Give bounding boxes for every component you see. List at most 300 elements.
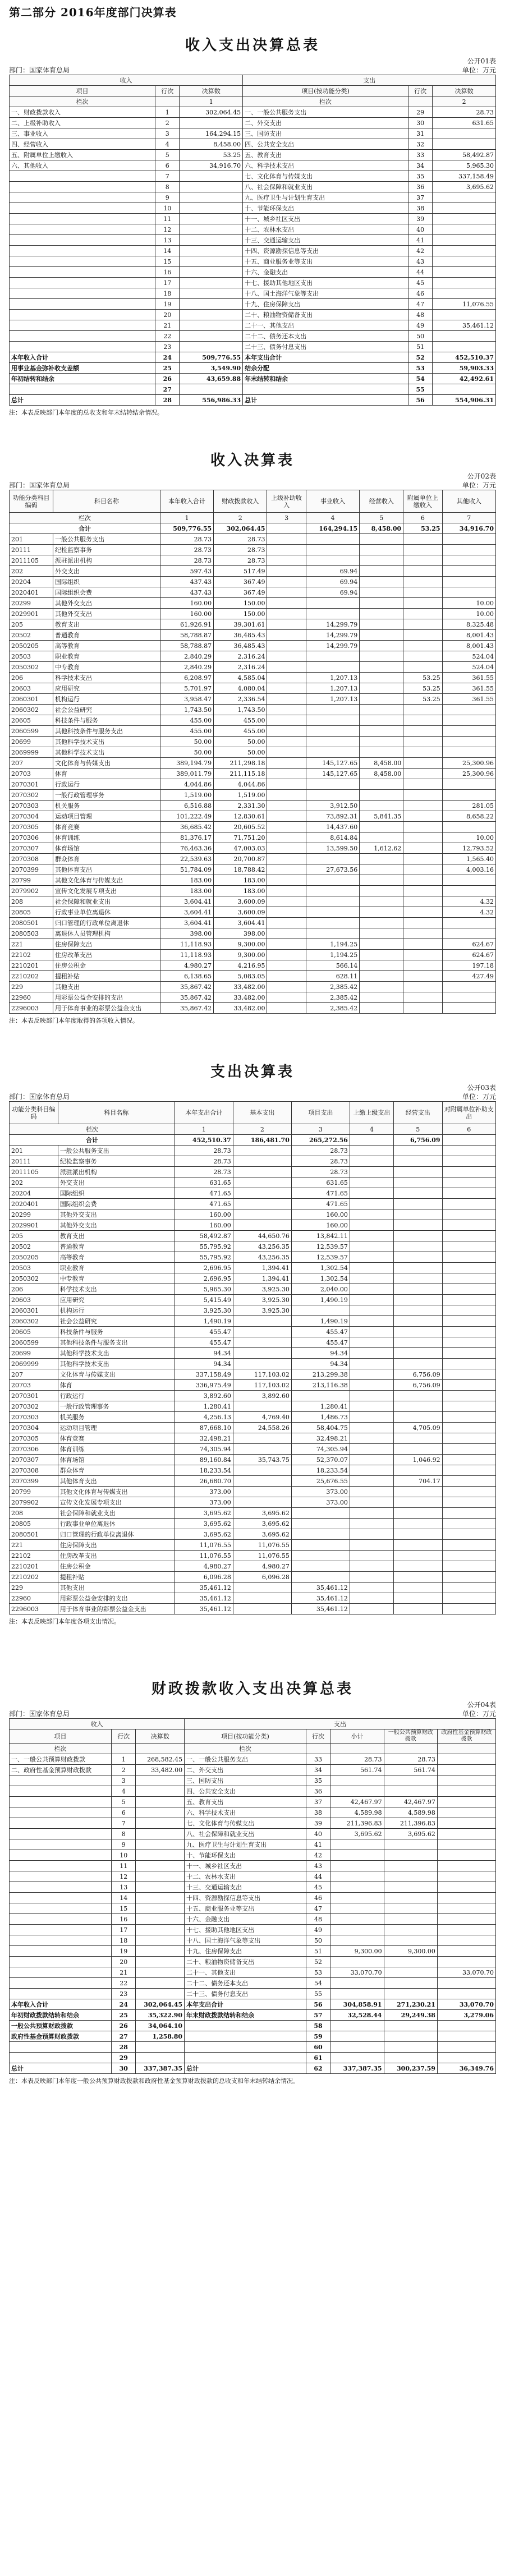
table-row — [10, 160, 496, 171]
table-cell — [442, 1199, 495, 1209]
table-row — [10, 619, 496, 630]
table-cell: 27 — [155, 384, 180, 395]
table-cell: 科技条件与服务 — [53, 715, 160, 726]
table-cell: 3,892.60 — [233, 1391, 291, 1401]
department-label: 部门：国家体育总局 — [9, 1710, 70, 1718]
table-row — [10, 118, 496, 128]
table-cell: 高等教育 — [53, 641, 160, 651]
table-cell: 十二、农林水支出 — [243, 224, 408, 235]
table-note: 注：本表反映部门本年度各项支出情况。 — [9, 1618, 120, 1626]
table-cell: 8,614.84 — [306, 832, 359, 843]
table-cell: 群众体育 — [58, 1465, 175, 1476]
table-row — [10, 246, 496, 256]
table-row — [10, 1786, 496, 1797]
table-cell — [306, 705, 359, 715]
table-cell — [384, 1957, 437, 1967]
table-cell — [442, 790, 495, 801]
table-cell — [291, 1572, 350, 1583]
table-cell — [442, 1316, 495, 1327]
table-cell — [360, 598, 403, 609]
unit-label: 单位：万元 — [462, 66, 496, 75]
table-cell: 七、文化体育与传媒支出 — [243, 171, 408, 182]
table-cell — [350, 1167, 393, 1177]
table-cell: 94.34 — [175, 1348, 233, 1359]
table-cell — [10, 267, 155, 278]
table-cell: 20603 — [10, 683, 53, 694]
table-cell — [442, 1273, 495, 1284]
table-row — [10, 918, 496, 928]
table-cell — [267, 587, 306, 598]
table-cell — [403, 662, 442, 673]
table-cell: 3,279.06 — [437, 2010, 495, 2021]
table-cell: 18 — [155, 288, 180, 299]
table-row — [10, 1252, 496, 1263]
table-cell — [306, 790, 359, 801]
table-cell — [360, 971, 403, 982]
table-row — [10, 1316, 496, 1327]
table-cell — [306, 886, 359, 896]
table-cell: 社会保障和就业支出 — [53, 896, 160, 907]
table-cell — [180, 171, 243, 182]
item-header: 项目 — [10, 1729, 112, 1744]
table-cell: 361.55 — [442, 673, 495, 683]
table-cell: 206 — [10, 673, 53, 683]
table-cell — [393, 1540, 442, 1551]
table-cell: 8,458.00 — [180, 139, 243, 150]
table-cell — [393, 1561, 442, 1572]
total-row — [10, 374, 496, 384]
table-cell: 337,387.35 — [330, 2063, 384, 2074]
table-cell: 五、教育支出 — [185, 1797, 306, 1807]
table-cell — [350, 1305, 393, 1316]
table-cell — [384, 1989, 437, 1999]
table-cell: 164,294.15 — [306, 523, 359, 534]
table-cell — [267, 715, 306, 726]
table-cell: 3,695.62 — [233, 1519, 291, 1529]
table-row — [10, 1754, 496, 1765]
table-cell — [267, 939, 306, 950]
table-cell — [180, 203, 243, 214]
table-cell — [384, 2042, 437, 2053]
table-cell: 一般公共服务支出 — [58, 1146, 175, 1156]
table-cell: 2,696.95 — [175, 1263, 233, 1273]
table-cell — [442, 1252, 495, 1263]
column-index: 6 — [403, 513, 442, 523]
table-cell — [233, 1327, 291, 1337]
table-cell: 宣传文化发展专项支出 — [53, 886, 160, 896]
table-cell: 32,498.21 — [291, 1433, 350, 1444]
table-row — [10, 1487, 496, 1497]
table-cell: 1,394.41 — [233, 1263, 291, 1273]
column-header: 上缴上级支出 — [350, 1102, 393, 1124]
table-row — [10, 971, 496, 982]
table-cell: 52,370.07 — [291, 1455, 350, 1465]
table-cell: 52 — [306, 1957, 330, 1967]
table-cell: 2210202 — [10, 1572, 58, 1583]
table-cell — [403, 715, 442, 726]
table-row — [10, 545, 496, 555]
table-cell: 2296003 — [10, 1604, 58, 1614]
table-code: 公开02表 — [467, 472, 496, 480]
table-cell: 28.73 — [384, 1754, 437, 1765]
table-cell: 62 — [306, 2063, 330, 2074]
table-cell: 94.34 — [175, 1359, 233, 1369]
column-header: 经营支出 — [393, 1102, 442, 1124]
table-cell: 国际组织会费 — [58, 1199, 175, 1209]
table-cell — [350, 1369, 393, 1380]
table-cell: 2,385.42 — [306, 982, 359, 992]
table-cell — [180, 299, 243, 310]
table-cell: 2080501 — [10, 918, 53, 928]
table-cell: 44,650.76 — [233, 1231, 291, 1241]
table-row — [10, 651, 496, 662]
table-cell — [267, 609, 306, 619]
table-title: 财政拨款收入支出决算总表 — [151, 1681, 354, 1698]
table-cell: 211,396.83 — [384, 1818, 437, 1829]
table-cell: 10.00 — [442, 598, 495, 609]
table-cell — [393, 1401, 442, 1412]
table-cell — [384, 1861, 437, 1871]
table-cell: 561.74 — [384, 1765, 437, 1775]
table-cell: 58 — [306, 2021, 330, 2031]
table-cell — [403, 854, 442, 864]
table-cell — [267, 907, 306, 918]
table-cell: 二十、粮油物资储备支出 — [243, 310, 408, 320]
table-cell: 4,980.27 — [160, 960, 213, 971]
table-cell — [10, 235, 155, 246]
table-row — [10, 801, 496, 811]
table-row — [10, 1401, 496, 1412]
table-cell: 32 — [408, 139, 432, 150]
table-cell: 26 — [155, 374, 180, 384]
table-cell — [442, 1135, 495, 1146]
table-row — [10, 598, 496, 609]
table-cell — [403, 1003, 442, 1014]
table-cell — [437, 1786, 495, 1797]
table-row — [10, 342, 496, 352]
table-cell — [330, 2053, 384, 2063]
table-cell: 6,096.28 — [175, 1572, 233, 1583]
table-cell — [360, 918, 403, 928]
table-cell — [306, 651, 359, 662]
table-cell — [393, 1433, 442, 1444]
table-row — [10, 1914, 496, 1925]
table-cell — [360, 673, 403, 683]
table-row — [10, 224, 496, 235]
table-cell — [306, 534, 359, 545]
department-label: 部门：国家体育总局 — [9, 66, 70, 75]
table-cell — [442, 1572, 495, 1583]
table-cell: 524.04 — [442, 662, 495, 673]
table-cell — [442, 555, 495, 566]
table-cell — [306, 747, 359, 758]
table-cell: 3,604.41 — [160, 918, 213, 928]
table-row — [10, 662, 496, 673]
table-cell — [442, 1295, 495, 1305]
table-cell — [393, 1327, 442, 1337]
functional-item-header: 项目(按功能分类) — [185, 1729, 306, 1744]
table-cell: 35,743.75 — [233, 1455, 291, 1465]
table-row — [10, 822, 496, 832]
table-cell — [10, 1829, 112, 1839]
table-cell — [330, 1775, 384, 1786]
table-cell — [442, 1220, 495, 1231]
table-cell — [180, 192, 243, 203]
table-cell: 22102 — [10, 1551, 58, 1561]
table-cell: 社会公益研究 — [58, 1316, 175, 1327]
table-cell — [136, 1978, 185, 1989]
table-cell: 6,516.88 — [160, 801, 213, 811]
table-cell — [393, 1444, 442, 1455]
table-cell — [10, 192, 155, 203]
table-cell: 20605 — [10, 715, 53, 726]
table-cell: 197.18 — [442, 960, 495, 971]
table-cell: 其他外交支出 — [58, 1209, 175, 1220]
table-cell: 20299 — [10, 598, 53, 609]
table-cell — [267, 779, 306, 790]
table-cell: 2070303 — [10, 801, 53, 811]
table-cell: 纪检监察事务 — [58, 1156, 175, 1167]
table-cell: 20805 — [10, 1519, 58, 1529]
table-cell: 58,492.87 — [433, 150, 496, 160]
table-title: 支出决算表 — [210, 1064, 295, 1080]
table-cell: 2070399 — [10, 864, 53, 875]
table-cell: 十、节能环保支出 — [185, 1850, 306, 1861]
table-cell: 六、科学技术支出 — [185, 1807, 306, 1818]
table-cell: 51,784.09 — [160, 864, 213, 875]
table-cell: 74,305.94 — [175, 1444, 233, 1455]
table-cell: 160.00 — [175, 1220, 233, 1231]
table-cell: 住房保障支出 — [53, 939, 160, 950]
table-row — [10, 278, 496, 288]
table-cell — [384, 1786, 437, 1797]
table-cell — [10, 1903, 112, 1914]
table-cell: 33,482.00 — [214, 992, 267, 1003]
table-cell: 住房改革支出 — [53, 950, 160, 960]
column-header: 附属单位上缴收入 — [403, 490, 442, 513]
table-cell — [360, 566, 403, 577]
table-cell — [360, 779, 403, 790]
column-header: 经营收入 — [360, 490, 403, 513]
table-row — [10, 320, 496, 331]
table-cell — [393, 1295, 442, 1305]
table-cell — [442, 1003, 495, 1014]
table-cell — [360, 939, 403, 950]
table-cell: 9,300.00 — [384, 1946, 437, 1957]
table-cell — [442, 1551, 495, 1561]
table-row — [10, 758, 496, 769]
table-cell — [233, 1337, 291, 1348]
table-cell: 28 — [112, 2042, 136, 2053]
table-cell — [267, 705, 306, 715]
table-cell: 3,549.90 — [180, 363, 243, 374]
table-cell: 43 — [306, 1861, 330, 1871]
table-cell: 35,867.42 — [160, 982, 213, 992]
table-cell — [442, 545, 495, 555]
table-cell: 国际组织会费 — [53, 587, 160, 598]
table-cell: 三、事业收入 — [10, 128, 155, 139]
amount-header: 决算数 — [180, 86, 243, 96]
table-cell: 373.00 — [175, 1487, 233, 1497]
table-cell — [10, 320, 155, 331]
table-cell: 1,258.80 — [136, 2031, 185, 2042]
table-cell — [10, 1893, 112, 1903]
table-cell — [442, 1401, 495, 1412]
table-cell: 42 — [306, 1850, 330, 1861]
table-cell: 437.43 — [160, 587, 213, 598]
table-row — [10, 641, 496, 651]
table-row — [10, 843, 496, 854]
table-cell — [136, 1839, 185, 1850]
table-cell — [393, 1465, 442, 1476]
table-cell: 28.73 — [330, 1754, 384, 1765]
table-cell: 2070305 — [10, 822, 53, 832]
table-cell: 208 — [10, 1508, 58, 1519]
table-cell: 22102 — [10, 950, 53, 960]
table-cell: 3,892.60 — [175, 1391, 233, 1401]
table-cell: 其他科技条件与服务支出 — [53, 726, 160, 737]
table-cell: 十六、金融支出 — [243, 267, 408, 278]
table-cell: 10.00 — [442, 609, 495, 619]
table-cell: 58,788.87 — [160, 641, 213, 651]
table-cell — [350, 1231, 393, 1241]
table-cell: 2070306 — [10, 832, 53, 843]
column-header: 本年支出合计 — [175, 1102, 233, 1124]
table-cell: 11,076.55 — [233, 1540, 291, 1551]
table-cell — [442, 1146, 495, 1156]
table-cell: 35,461.12 — [291, 1583, 350, 1593]
table-cell: 202 — [10, 1177, 58, 1188]
table-cell — [350, 1188, 393, 1199]
table-cell — [437, 1839, 495, 1850]
table-cell — [267, 523, 306, 534]
table-cell — [360, 790, 403, 801]
table-cell: 政府性基金预算财政拨款 — [10, 2031, 112, 2042]
table-cell — [291, 1561, 350, 1572]
table-cell: 职业教育 — [58, 1263, 175, 1273]
table-cell: 体育 — [58, 1380, 175, 1391]
table-cell: 302,064.45 — [214, 523, 267, 534]
table-cell — [437, 2021, 495, 2031]
table-cell: 46 — [408, 288, 432, 299]
total-row — [10, 352, 496, 363]
table-cell: 九、医疗卫生与计划生育支出 — [243, 192, 408, 203]
table-row — [10, 1551, 496, 1561]
table-cell: 3,925.30 — [233, 1295, 291, 1305]
table-cell — [267, 683, 306, 694]
table-cell: 15 — [112, 1903, 136, 1914]
table-cell: 34 — [306, 1765, 330, 1775]
table-cell: 4,980.27 — [233, 1561, 291, 1572]
table-cell: 1,280.41 — [175, 1401, 233, 1412]
table-cell: 2029901 — [10, 1220, 58, 1231]
table-cell — [267, 651, 306, 662]
table-cell: 20,700.87 — [214, 854, 267, 864]
table-cell: 2 — [155, 118, 180, 128]
table-row — [10, 715, 496, 726]
table-cell — [350, 1156, 393, 1167]
table-cell — [185, 2031, 306, 2042]
table-cell: 304,858.91 — [330, 1999, 384, 2010]
unit-label: 单位：万元 — [462, 481, 496, 490]
table-cell — [267, 801, 306, 811]
table-cell: 3,912.50 — [306, 801, 359, 811]
table-cell: 3,925.30 — [175, 1305, 233, 1316]
table-cell — [136, 2042, 185, 2053]
table-cell — [350, 1593, 393, 1604]
column-header: 财政拨款收入 — [214, 490, 267, 513]
table-cell — [437, 1925, 495, 1935]
table-cell: 2070307 — [10, 843, 53, 854]
table-cell: 33,070.70 — [437, 1999, 495, 2010]
table-cell — [291, 1551, 350, 1561]
table-cell: 20699 — [10, 1348, 58, 1359]
table-cell: 35 — [306, 1775, 330, 1786]
table-cell: 25,300.96 — [442, 758, 495, 769]
table-cell: 183.00 — [160, 875, 213, 886]
table-cell: 2070308 — [10, 1465, 58, 1476]
table-code: 公开03表 — [467, 1084, 496, 1092]
table-cell — [360, 587, 403, 598]
table-cell: 国际组织 — [58, 1188, 175, 1199]
table-cell — [136, 1967, 185, 1978]
table-cell: 体育竞赛 — [58, 1433, 175, 1444]
table-cell — [267, 673, 306, 683]
table-cell — [267, 960, 306, 971]
table-cell — [437, 1893, 495, 1903]
table-cell: 509,776.55 — [160, 523, 213, 534]
table-cell: 1,519.00 — [214, 790, 267, 801]
table-cell: 宣传文化发展专项支出 — [58, 1497, 175, 1508]
table-cell: 367.49 — [214, 587, 267, 598]
part-title: 第二部分 2016年度部门决算表 — [9, 6, 177, 19]
table-cell — [233, 1465, 291, 1476]
table-cell: 运动项目管理 — [58, 1423, 175, 1433]
table-row — [10, 982, 496, 992]
table-cell: 4,589.98 — [330, 1807, 384, 1818]
table-cell — [350, 1263, 393, 1273]
table-cell — [350, 1273, 393, 1284]
table-cell: 17 — [112, 1925, 136, 1935]
table-cell: 22960 — [10, 992, 53, 1003]
table-cell: 2,840.29 — [160, 651, 213, 662]
table-cell: 中专教育 — [53, 662, 160, 673]
rowno-header: 行次 — [155, 86, 180, 96]
table-cell: 10 — [155, 203, 180, 214]
column-header: 上级补助收入 — [267, 490, 306, 513]
table-cell: 其他外交支出 — [53, 609, 160, 619]
table-cell: 20502 — [10, 1241, 58, 1252]
table-row — [10, 1220, 496, 1231]
table-cell: 55,795.92 — [175, 1252, 233, 1263]
table-row — [10, 1529, 496, 1540]
table-cell — [403, 950, 442, 960]
table-cell — [10, 1786, 112, 1797]
table-cell: 50.00 — [160, 737, 213, 747]
table-row — [10, 566, 496, 577]
table-cell — [393, 1519, 442, 1529]
table-cell: 76,463.36 — [160, 843, 213, 854]
table-cell: 14 — [112, 1893, 136, 1903]
table-cell — [185, 2053, 306, 2063]
table-cell: 普通教育 — [53, 630, 160, 641]
table-cell — [442, 1305, 495, 1316]
table-cell — [403, 705, 442, 715]
table-cell: 4,585.04 — [214, 673, 267, 683]
table-cell — [350, 1401, 393, 1412]
table-cell — [306, 779, 359, 790]
table-cell: 3,695.62 — [175, 1508, 233, 1519]
